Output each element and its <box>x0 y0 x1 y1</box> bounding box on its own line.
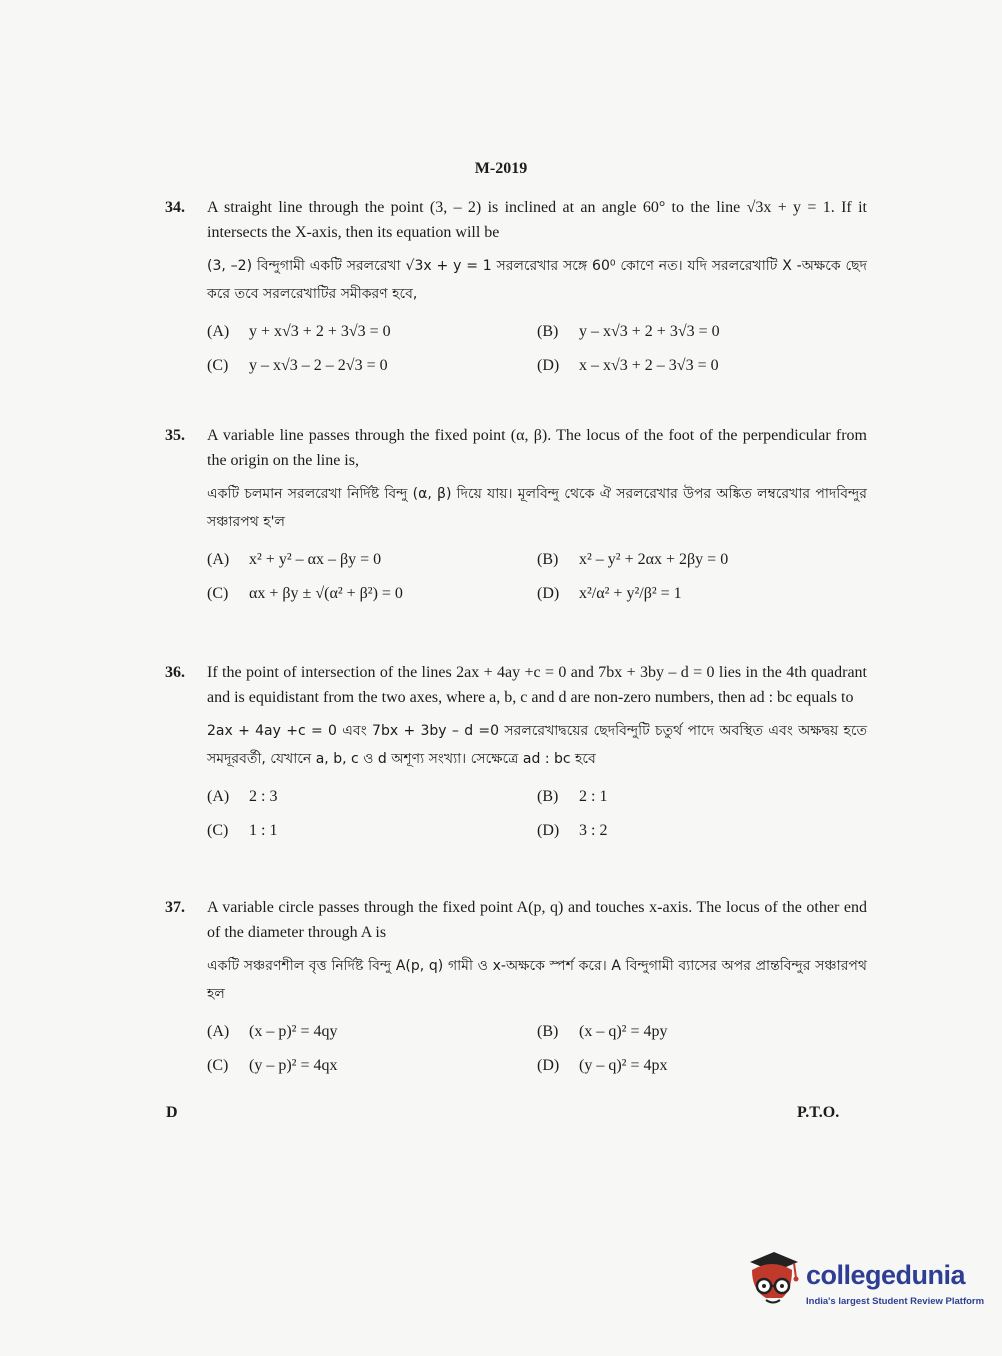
question-text-english: A variable circle passes through the fixed point A(p, q) and touches x-axis. The locus of the other end of the diameter through A is <box>207 899 867 941</box>
option-label: (C) <box>207 584 229 602</box>
option-c <box>207 352 537 378</box>
option-b <box>537 783 867 809</box>
option-text: x² + y² – αx – βy = 0 <box>249 550 382 568</box>
option-text: x²/α² + y²/β² = 1 <box>579 584 682 602</box>
question-35 <box>165 423 867 606</box>
question-number: 34. <box>165 199 185 216</box>
graduate-mascot-icon <box>742 1248 802 1312</box>
option-text: (x – p)² = 4qy <box>249 1022 338 1040</box>
option-text: y – x√3 + 2 + 3√3 = 0 <box>579 322 720 340</box>
option-label: (A) <box>207 550 230 568</box>
option-text: x² – y² + 2αx + 2βy = 0 <box>579 550 729 568</box>
question-text-bengali: একটি সঞ্চরণশীল বৃত্ত নির্দিষ্ট বিন্দু A(p, q) গামী ও x-অক্ষকে স্পর্শ করে। A বিন্দুগামী ব্যাসের অপর প্রান্তবিন্দুর সঞ্চারপথ হল <box>207 958 867 1002</box>
question-36 <box>165 660 867 843</box>
brand-tagline: India's largest Student Review Platform <box>806 1296 985 1307</box>
question-text-english: A straight line through the point (3, – 2) is inclined at an angle 60° to the line √3x + y = 1. If it intersects the X-axis, then its equation will be <box>207 199 867 241</box>
option-a <box>207 318 537 344</box>
option-label: (D) <box>537 821 560 839</box>
question-text-english: A variable line passes through the fixed point (α, β). The locus of the foot of the perpendicular from the origin on the line is, <box>207 427 867 469</box>
option-c <box>207 1052 537 1078</box>
question-text-english: If the point of intersection of the lines 2ax + 4ay +c = 0 and 7bx + 3by – d = 0 lies in the 4th quadrant and is equidistant from the two axes, where a, b, c and d are non-zero numbers, then ad : bc equals to <box>207 664 867 706</box>
option-text: (y – p)² = 4qx <box>249 1056 338 1074</box>
option-b <box>537 318 867 344</box>
option-b <box>537 546 867 572</box>
option-label: (D) <box>537 1056 560 1074</box>
booklet-code: D <box>166 1104 178 1121</box>
option-label: (B) <box>537 787 559 805</box>
option-d <box>537 352 867 378</box>
option-a <box>207 546 537 572</box>
option-label: (C) <box>207 356 229 374</box>
question-text-bengali: একটি চলমান সরলরেখা নির্দিষ্ট বিন্দু (α, β) দিয়ে যায়। মূলবিন্দু থেকে ঐ সরলরেখার উপর অঙ্কিত লম্বরেখার পাদবিন্দুর সঞ্চারপথ হ'ল <box>207 486 867 530</box>
options-list <box>207 1018 867 1078</box>
option-a <box>207 1018 537 1044</box>
option-text: 1 : 1 <box>249 821 278 839</box>
option-text: y – x√3 – 2 – 2√3 = 0 <box>249 356 388 374</box>
options-list <box>207 318 867 378</box>
option-c <box>207 580 537 606</box>
option-d <box>537 1052 867 1078</box>
option-label: (B) <box>537 1022 559 1040</box>
option-label: (B) <box>537 550 559 568</box>
options-list <box>207 546 867 606</box>
question-text-bengali: (3, –2) বিন্দুগামী একটি সরলরেখা √3x + y = 1 সরলরেখার সঙ্গে 60⁰ কোণে নত। যদি সরলরেখাটি X -অক্ষকে ছেদ করে তবে সরলরেখাটির সমীকরণ হবে, <box>207 258 867 302</box>
option-label: (D) <box>537 356 560 374</box>
option-b <box>537 1018 867 1044</box>
option-label: (C) <box>207 1056 229 1074</box>
option-label: (A) <box>207 787 230 805</box>
option-d <box>537 817 867 843</box>
option-label: (C) <box>207 821 229 839</box>
question-number: 35. <box>165 427 185 444</box>
option-label: (D) <box>537 584 560 602</box>
option-text: (x – q)² = 4py <box>579 1022 668 1040</box>
question-37 <box>165 895 867 1078</box>
collegedunia-logo <box>742 1248 985 1328</box>
option-a <box>207 783 537 809</box>
option-text: 2 : 1 <box>579 787 608 805</box>
option-text: 2 : 3 <box>249 787 278 805</box>
option-text: x – x√3 + 2 – 3√3 = 0 <box>579 356 719 374</box>
option-d <box>537 580 867 606</box>
page-title: M-2019 <box>474 160 528 177</box>
option-text: αx + βy ± √(α² + β²) = 0 <box>249 584 403 602</box>
option-text: 3 : 2 <box>579 821 608 839</box>
option-label: (B) <box>537 322 559 340</box>
option-label: (A) <box>207 322 230 340</box>
pto-label: P.T.O. <box>797 1104 840 1121</box>
question-number: 37. <box>165 899 185 916</box>
brand-name: collegedunia <box>806 1260 966 1290</box>
option-text: y + x√3 + 2 + 3√3 = 0 <box>249 322 391 340</box>
question-34 <box>165 195 867 378</box>
question-number: 36. <box>165 664 185 681</box>
option-text: (y – q)² = 4px <box>579 1056 668 1074</box>
question-text-bengali: 2ax + 4ay +c = 0 এবং 7bx + 3by – d =0 সরলরেখাদ্বয়ের ছেদবিন্দুটি চতুর্থ পাদে অবস্থিত এবং অক্ষদ্বয় হতে সমদূরবর্তী, যেখানে a, b, c ও d অশূণ্য সংখ্যা। সেক্ষেত্রে ad : bc হবে <box>207 723 867 767</box>
options-list <box>207 783 867 843</box>
option-c <box>207 817 537 843</box>
option-label: (A) <box>207 1022 230 1040</box>
